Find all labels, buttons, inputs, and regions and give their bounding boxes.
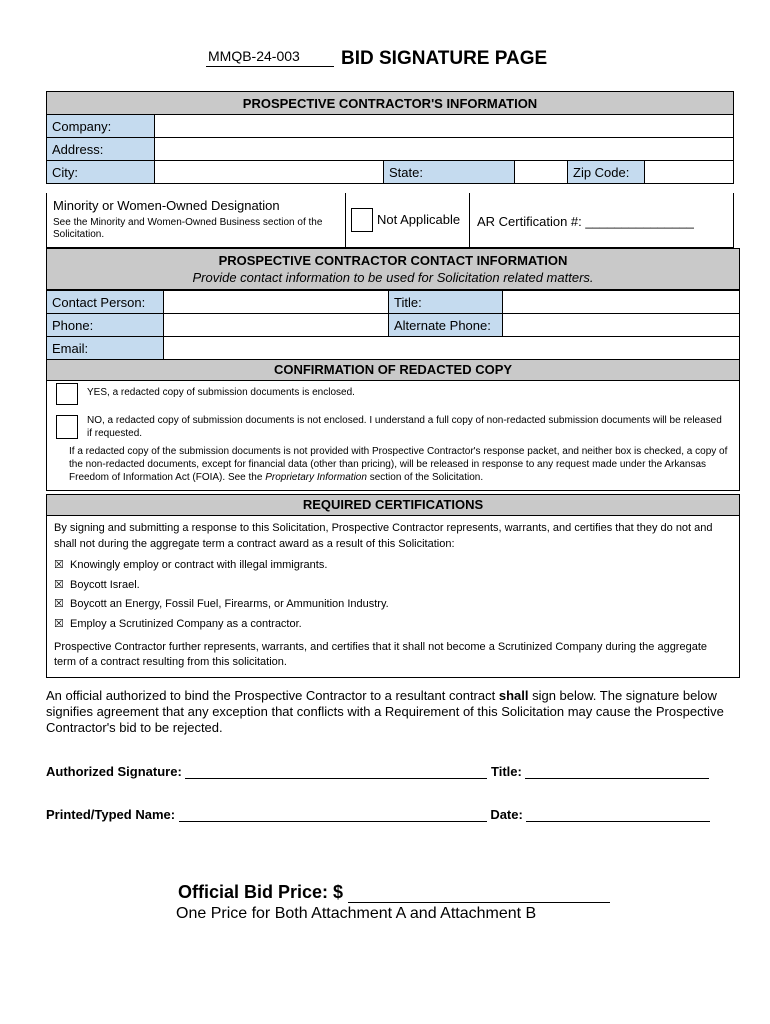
- contact-info-header: [46, 248, 740, 290]
- designation-row: [46, 193, 734, 248]
- redacted-body: [46, 381, 740, 491]
- cert-item-3: ☒ Boycott an Energy, Fossil Fuel, Firearms, or Ammunition Industry.: [54, 598, 389, 610]
- contact-person-field[interactable]: [164, 291, 389, 314]
- zip-label: Zip Code:: [568, 161, 645, 184]
- no-label: NO, a redacted copy of submission documents is not enclosed. I understand a full copy of non-redacted submission documents will be released if requested.: [87, 415, 722, 439]
- state-field[interactable]: [515, 161, 568, 184]
- printed-name-field[interactable]: [179, 807, 487, 822]
- address-field[interactable]: [155, 138, 734, 161]
- authorized-signature-field[interactable]: [185, 764, 487, 779]
- bid-price-note: One Price for Both Attachment A and Attachment B: [176, 905, 537, 922]
- yes-label: YES, a redacted copy of submission documents is enclosed.: [87, 387, 355, 398]
- alt-phone-field[interactable]: [503, 314, 740, 337]
- ar-certification-label[interactable]: AR Certification #: _______________: [477, 214, 694, 229]
- alt-phone-label: Alternate Phone:: [389, 314, 503, 337]
- no-checkbox[interactable]: [56, 415, 78, 439]
- authorized-signature-label: Authorized Signature:: [46, 764, 182, 779]
- phone-field[interactable]: [164, 314, 389, 337]
- solicitation-underline: [206, 66, 334, 67]
- authorized-signature-row: [46, 764, 736, 779]
- printed-name-label: Printed/Typed Name:: [46, 807, 176, 822]
- checked-box-icon: ☒: [54, 559, 64, 571]
- signature-statement: An official authorized to bind the Prospective Contractor to a resultant contract shall sign below. The signature below signifies agreement that any exception that conflicts with a Requirement of this Solicitation may cause the Prospective Contractor's bid to be rejected.: [46, 688, 724, 735]
- state-label: State:: [384, 161, 515, 184]
- checked-box-icon: ☒: [54, 579, 64, 591]
- checked-box-icon: ☒: [54, 598, 64, 610]
- zip-field[interactable]: [645, 161, 734, 184]
- page-title: BID SIGNATURE PAGE: [341, 48, 548, 69]
- phone-label: Phone:: [47, 314, 164, 337]
- date-field[interactable]: [526, 807, 710, 822]
- foia-note: If a redacted copy of the submission documents is not provided with Prospective Contractor's response packet, and neither box is checked, a copy of the non-redacted documents, except for financial data (other than pricing), will be released in response to any request made under the Arkansas Freedom of Information Act (FOIA). See the Proprietary Information section of the Solicitation.: [69, 446, 728, 483]
- bid-price-field[interactable]: [348, 884, 610, 903]
- city-label: City:: [47, 161, 155, 184]
- redacted-header: CONFIRMATION OF REDACTED COPY: [46, 359, 740, 381]
- title-label: Title:: [389, 291, 503, 314]
- contractor-info-table: [46, 91, 734, 184]
- solicitation-number: MMQB-24-003: [208, 48, 300, 64]
- sig-title-label: Title:: [491, 764, 522, 779]
- contact-info-subtitle: Provide contact information to be used for Solicitation related matters.: [192, 270, 594, 285]
- company-label: Company:: [47, 115, 155, 138]
- certifications-body: [46, 516, 740, 678]
- email-label: Email:: [47, 337, 164, 360]
- certifications-header: REQUIRED CERTIFICATIONS: [46, 494, 740, 516]
- designation-note: See the Minority and Women-Owned Business section of the Solicitation.: [53, 217, 323, 240]
- cert-item-2: ☒ Boycott Israel.: [54, 579, 140, 591]
- address-label: Address:: [47, 138, 155, 161]
- sig-title-field[interactable]: [525, 764, 709, 779]
- bid-price-row: [178, 882, 610, 903]
- company-field[interactable]: [155, 115, 734, 138]
- email-field[interactable]: [164, 337, 740, 360]
- contractor-info-header: PROSPECTIVE CONTRACTOR'S INFORMATION: [47, 92, 734, 115]
- contact-info-table: [46, 290, 740, 360]
- yes-checkbox[interactable]: [56, 383, 78, 405]
- date-label: Date:: [490, 807, 523, 822]
- not-applicable-checkbox[interactable]: [351, 208, 373, 232]
- city-field[interactable]: [155, 161, 384, 184]
- cert-item-1: ☒ Knowingly employ or contract with illegal immigrants.: [54, 559, 328, 571]
- cert-item-4: ☒ Employ a Scrutinized Company as a contractor.: [54, 618, 302, 630]
- printed-name-row: [46, 807, 736, 822]
- bid-price-label: Official Bid Price: $: [178, 882, 344, 902]
- checked-box-icon: ☒: [54, 618, 64, 630]
- title-field[interactable]: [503, 291, 740, 314]
- designation-label: Minority or Women-Owned Designation: [53, 198, 280, 213]
- contact-person-label: Contact Person:: [47, 291, 164, 314]
- contact-info-title: PROSPECTIVE CONTRACTOR CONTACT INFORMATION: [218, 253, 568, 268]
- not-applicable-label: Not Applicable: [377, 212, 461, 227]
- certifications-closing: Prospective Contractor further represents, warrants, and certifies that it shall not become a Scrutinized Company during the aggregate term of a contract resulting from this solicitation.: [54, 641, 708, 668]
- certifications-intro: By signing and submitting a response to this Solicitation, Prospective Contractor represents, warrants, and certifies that they do not and shall not during the aggregate term a contract award as a result of this Solicitation:: [54, 522, 713, 550]
